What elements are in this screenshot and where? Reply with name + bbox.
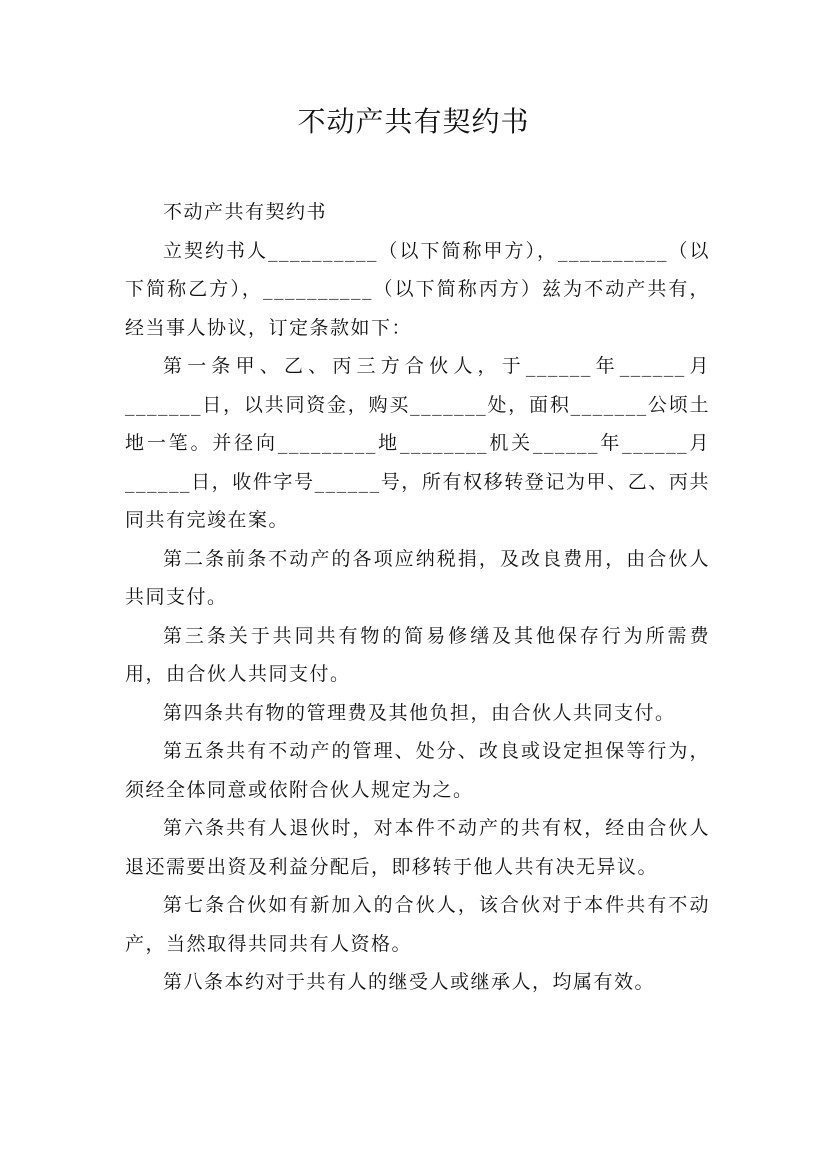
paragraph-article-6: 第六条共有人退伙时，对本件不动产的共有权，经由合伙人退还需要出资及利益分配后，即移转于他人共有决无异议。 bbox=[125, 817, 710, 878]
paragraph-article-2: 第二条前条不动产的各项应纳税捐，及改良费用，由合伙人共同支付。 bbox=[125, 547, 710, 608]
paragraph-article-8: 第八条本约对于共有人的继受人或继承人，均属有效。 bbox=[163, 971, 656, 993]
document-body bbox=[125, 193, 710, 1002]
paragraph-article-7: 第七条合伙如有新加入的合伙人，该合伙对于本件共有不动产，当然取得共同共有人资格。 bbox=[125, 894, 710, 955]
paragraph-article-4: 第四条共有物的管理费及其他负担，由合伙人共同支付。 bbox=[163, 701, 676, 724]
paragraph-article-1: 第一条甲、乙、丙三方合伙人，于______年______月_______日，以共同资金，购买_______处，面积_______公顷土地一笔。并径向_________地________机关______年______月______日，收件字号______号，所有权移转登记为甲、乙、丙共同共有完竣在案。 bbox=[125, 355, 710, 531]
paragraph-article-5: 第五条共有不动产的管理、处分、改良或设定担保等行为，须经全体同意或依附合伙人规定为之。 bbox=[125, 740, 710, 801]
document-title: 不动产共有契约书 bbox=[297, 105, 530, 138]
paragraph-article-3: 第三条关于共同共有物的简易修缮及其他保存行为所需费用，由合伙人共同支付。 bbox=[125, 624, 710, 685]
paragraph-parties: 立契约书人__________（以下简称甲方），__________（以下简称乙方），__________（以下简称丙方）兹为不动产共有，经当事人协议，订定条款如下： bbox=[125, 239, 710, 339]
paragraph-heading: 不动产共有契约书 bbox=[163, 201, 328, 223]
